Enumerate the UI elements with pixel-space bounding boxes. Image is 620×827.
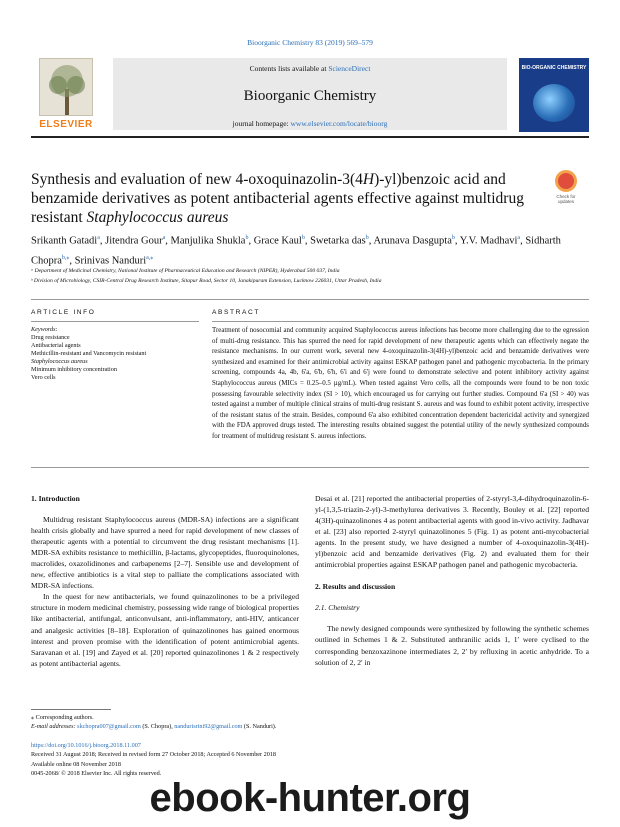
- author-affiliation-mark[interactable]: b,⁎: [61, 254, 70, 261]
- affiliations: [31, 266, 589, 286]
- author-name[interactable]: Arunava Dasgupta: [373, 235, 452, 247]
- author-name[interactable]: Swetarka das: [310, 235, 366, 247]
- contents-line: [113, 64, 507, 73]
- email-name: (S. Chopra),: [140, 723, 175, 731]
- author-name[interactable]: Jitendra Gour: [105, 235, 163, 247]
- title-part1: Synthesis and evaluation of new 4-oxoquinazolin-3(4: [31, 171, 363, 188]
- body-paragraph: In the quest for new antibacterials, we found quinazolinones to be a privileged structure in modern medicinal chemistry, possessing wide range of biological properties like antibacterial, antifungal, anticonvulsant, anti-inflammatory, anti-HIV, anticancer and analgesic activities [8–18]. Exploration of quinazolinones has gained enormous interest and proven promise with the identification of potent antimicrobial agents. Saravanan et al. [19] and Zayed et al. [20] reported quinazolinones 1 & 2 respectively as potent antibacterial agents.: [31, 592, 299, 668]
- elsevier-logo: [31, 58, 101, 132]
- title-italic-h: H: [362, 171, 375, 188]
- email-name: (S. Nanduri).: [242, 723, 277, 731]
- cover-art: [533, 84, 575, 122]
- author-affiliation-mark[interactable]: b: [245, 235, 249, 241]
- affiliation-a: ᵃ Department of Medicinal Chemistry, National Institute of Pharmaceutical Education and Research (NIPER), Hyderabad 500 037, India: [31, 268, 340, 274]
- body-paragraph: The newly designed compounds were synthesized by following the synthetic schemes outlined in Schemes 1 & 2. Substituted anthranilic acids 1, 1′ were cyclised to the corresponding benzoxazinone intermediates 2, 2′ by refluxing in acetic anhydride. To a solution of 2, 2′ in: [315, 624, 589, 667]
- keyword-item: Drug resistance: [31, 334, 70, 341]
- author-affiliation-mark[interactable]: b: [451, 235, 455, 241]
- abstract-text: Treatment of nosocomial and community acquired Staphylococcus aureus infections has become more challenging due to the egression of multi-drug resistance. This has spurred the need for rapid development of new therapeutic agents which can effectively negate the resistance mechanisms. In our current work, several new 4-oxoquinazolin-3(4H)-yl)benzoic acid and benzamide derivatives were synthesized and examined for their antimicrobial activity against ESKAP pathogen panel and pathogenic mycobacteria. In the primary screening, compounds 4a, 4b, 6'a, 6'b, 6'h, 6'i and 6'j were found to demonstrate selective and potent inhibitory activity against Staphylococcus aureus (MICs = 0.25–0.5 µg/mL). When tested against Vero cells, all the compounds were found to be non toxic possessing favourable selectivity index (SI > 10), which encouraged us for carrying out further studies. Compound 6'a (SI > 40) was tested against a number of multiple clinical strains of multi-drug resistant S. aureus and was found to exhibit potent activity, irrespective of the resistant status of the strain. Besides, compound 6'a also exhibited concentration dependent bactericidal activity and synergized with the FDA approved drugs tested. The interesting results obtained suggest the potential utility of the newly synthesized compounds for treatment of multidrug resistant S. aureus infections.: [212, 327, 589, 440]
- author-affiliation-mark[interactable]: a: [162, 235, 166, 241]
- divider: [31, 321, 199, 322]
- homepage-prefix: journal homepage:: [232, 119, 291, 128]
- author-name[interactable]: Srikanth Gatadi: [31, 235, 98, 247]
- crossmark-label: Check for updates: [556, 194, 576, 204]
- footnotes: [31, 713, 431, 732]
- journal-name: Bioorganic Chemistry: [243, 88, 377, 104]
- footnote-divider: [31, 709, 111, 710]
- title-part2: )-yl)benzoic acid and benzamide derivatives as potent antibacterial agents effective against multidrug resistant: [31, 171, 524, 226]
- elsevier-tree-icon: [39, 58, 93, 116]
- article-info-heading: ARTICLE INFO: [31, 309, 96, 316]
- corresponding-note: ⁎ Corresponding authors.: [31, 714, 94, 721]
- keyword-item: Staphylococcus aureus: [31, 358, 88, 365]
- divider: [31, 467, 589, 468]
- email-line: [31, 722, 431, 731]
- author-list: Srikanth Gatadi$^a$, Jitendra Gour$^a$, Manjulika Shukla$^b$, Grace Kaul$^b$, Swetarka das$^b$, Arunava Dasgupta$^b$, Y.V. Madhavi$^a$, Sidharth Chopra$^{b,⁎}$, Srinivas Nanduri$^{a,⁎}$: [31, 235, 561, 266]
- title-species: Staphylococcus aureus: [86, 209, 229, 226]
- affiliation-b: ᵇ Division of Microbiology, CSIR-Central Drug Research Institute, Sitapur Road, Sector 10, Janakipuram Extension, Lucknow 226031, Uttar Pradesh, India: [31, 278, 382, 284]
- check-for-updates-button[interactable]: [548, 170, 584, 206]
- author-affiliation-mark[interactable]: a,⁎: [146, 254, 154, 261]
- sciencedirect-link[interactable]: ScienceDirect: [328, 64, 371, 73]
- copyright: 0045-2068/ © 2018 Elsevier Inc. All rights reserved.: [31, 770, 162, 778]
- watermark: ebook-hunter.org: [149, 776, 471, 820]
- elsevier-wordmark: ELSEVIER: [39, 119, 93, 130]
- abstract-heading: ABSTRACT: [212, 309, 260, 316]
- author-affiliation-mark[interactable]: a: [97, 235, 100, 241]
- cover-title: BIO-ORGANIC CHEMISTRY: [521, 65, 587, 71]
- keyword-item: Methicillin-resistant and Vancomycin resistant: [31, 350, 147, 357]
- journal-reference[interactable]: Bioorganic Chemistry 83 (2019) 569–579: [247, 38, 373, 47]
- contents-prefix: Contents lists available at: [249, 64, 329, 73]
- keyword-item: Antibacterial agents: [31, 342, 81, 349]
- keyword-item: Vero cells: [31, 374, 56, 381]
- divider: [212, 321, 589, 322]
- journal-cover-image[interactable]: [519, 58, 589, 132]
- author-affiliation-mark[interactable]: a: [517, 235, 521, 241]
- body-paragraph: Multidrug resistant Staphylococcus aureus (MDR-SA) infections are a significant health crisis globally and have spurred a need for rapid development of new classes of therapeutic agents with a potential to circumvent the drug resistant mechanisms [1]. MDR-SA exhibits resistance to methicillin, β-lactams, glycopeptides, fluoroquinolones, macrolides, oxazolidinones and carbapenems [2–7]. Sensible use and development of new, effective antibiotics is a vital step to palliate the complications associated with MDR-SA infections.: [31, 515, 299, 591]
- author-affiliation-mark[interactable]: b: [365, 235, 369, 241]
- author-name[interactable]: Srinivas Nanduri: [74, 255, 147, 266]
- section-heading: 1. Introduction: [31, 494, 80, 503]
- author-name[interactable]: Sidharth Chopra: [31, 235, 561, 266]
- article-title: [31, 170, 531, 227]
- received-dates: Received 31 August 2018; Received in revised form 27 October 2018; Accepted 6 November 2018: [31, 751, 277, 759]
- keywords-block: [31, 326, 199, 382]
- doi-link[interactable]: https://doi.org/10.1016/j.bioorg.2018.11.007: [31, 742, 141, 749]
- section-heading: 2. Results and discussion: [315, 582, 396, 592]
- author-affiliation-mark[interactable]: b: [301, 235, 305, 241]
- divider: [31, 299, 589, 300]
- available-online: Available online 08 November 2018: [31, 760, 121, 768]
- journal-masthead: [31, 58, 589, 138]
- doi-block: [31, 741, 331, 779]
- author-name[interactable]: Y.V. Madhavi: [459, 235, 518, 247]
- masthead-center: [113, 58, 507, 130]
- author-name[interactable]: Grace Kaul: [253, 235, 302, 247]
- left-column: [31, 493, 299, 669]
- body-paragraph: Desai et al. [21] reported the antibacterial properties of 2-styryl-3,4-dihydroquinazolin-6-yl-(1,3,5-triazin-2-yl)-3-methylurea derivatives 3. Recently, Bouley et al. [22] reported 4(3H)-quinazolinones 4 as potent antibacterial agents with good in-vivo activity. Jadhavar et al. [23] also reported 2-styryl quinazolinones 5 (Fig. 1) as potent anti-mycobacterial agents. In the present study, we have designed a number of 4-oxoquinazolin-3(4H)-yl)benzoic acid and benzamide derivatives (Fig. 2) and evaluated them for their antimicrobial properties against ESKAP pathogen panel and pathogenic mycobacteria.: [315, 494, 589, 570]
- keywords-label: Keywords:: [31, 326, 58, 333]
- crossmark-icon: [555, 170, 577, 192]
- email-label: E-mail addresses:: [31, 723, 78, 731]
- right-column: [315, 493, 589, 668]
- homepage-link[interactable]: www.elsevier.com/locate/bioorg: [290, 119, 388, 128]
- email-link-chopra[interactable]: skchopra007@gmail.com: [77, 723, 141, 731]
- keyword-item: Minimum inhibitory concentration: [31, 366, 117, 373]
- subsection-heading: 2.1. Chemistry: [315, 603, 360, 613]
- author-name[interactable]: Manjulika Shukla: [170, 235, 246, 247]
- homepage-line: [113, 119, 507, 128]
- email-link-nanduri[interactable]: nandurisrini92@gmail.com: [174, 723, 243, 731]
